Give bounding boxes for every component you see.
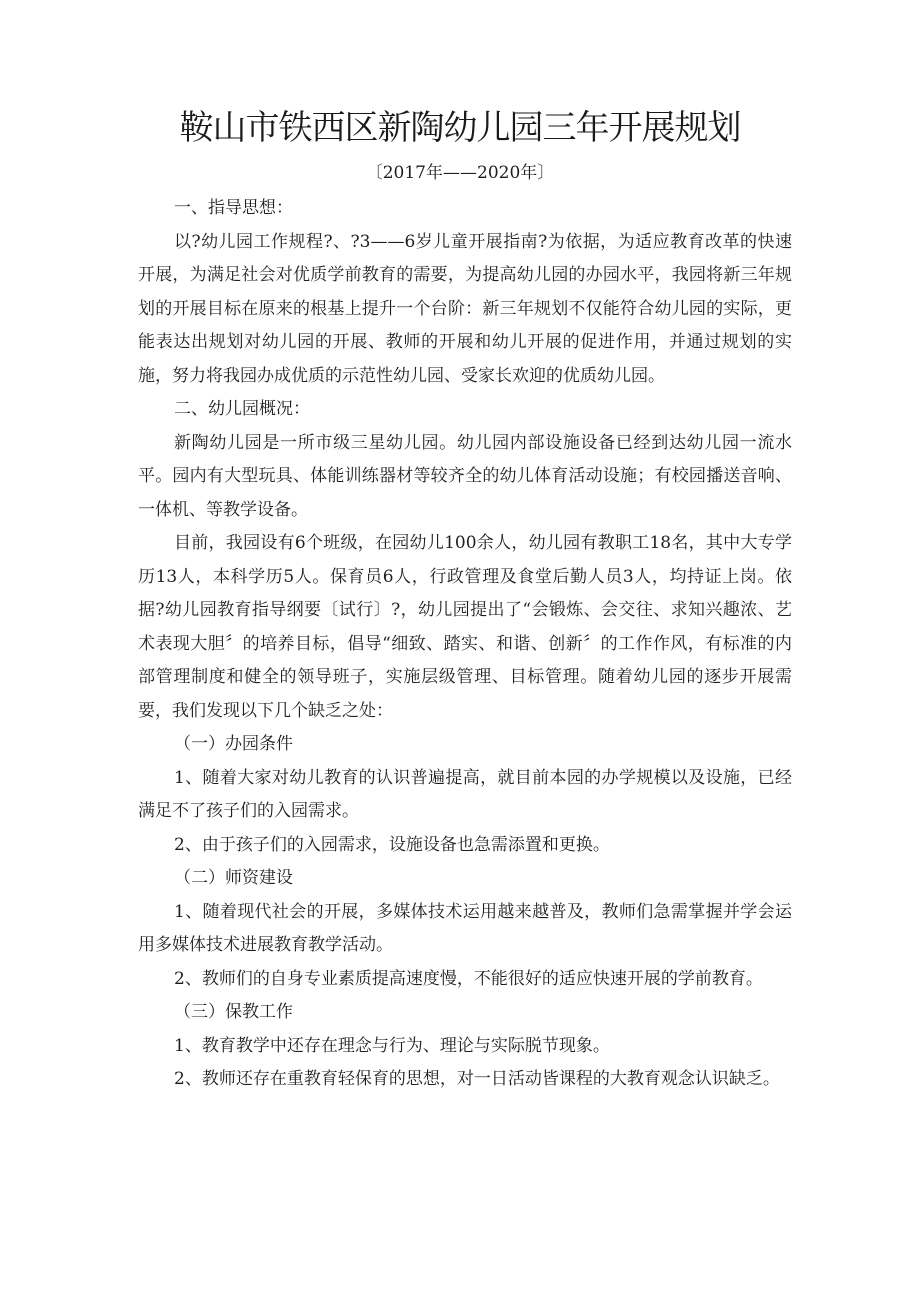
subsection-1-item-1: 1、随着大家对幼儿教育的认识普遍提高，就目前本园的办学规模以及设施，已经满足不了孩子们的入园需求。 <box>138 767 792 821</box>
subsection-1-item-2: 2、由于孩子们的入园需求，设施设备也急需添置和更换。 <box>174 834 610 855</box>
subsection-3-item-2: 2、教师还存在重教育轻保育的思想，对一日活动皆课程的大教育观念认识缺乏。 <box>174 1069 780 1089</box>
section-2-heading: 二、幼儿园概况： <box>174 399 310 419</box>
subsection-1-heading: （一）办园条件 <box>174 734 293 754</box>
document-title: 鞍山市铁西区新陶幼儿园三年开展规划 <box>179 108 741 148</box>
subsection-2-item-1: 1、随着现代社会的开展，多媒体技术运用越来越普及，教师们急需掌握并学会运用多媒体技术进展教育教学活动。 <box>138 901 792 955</box>
document-body <box>138 192 792 1097</box>
subsection-3-item-1: 1、教育教学中还存在理念与行为、理论与实际脱节现象。 <box>174 1035 610 1056</box>
document-subtitle: 〔2017年——2020年〕 <box>365 163 555 183</box>
subsection-3-heading: （三）保教工作 <box>174 1002 293 1022</box>
subsection-2-item-2: 2、教师们的自身专业素质提高速度慢，不能很好的适应快速开展的学前教育。 <box>174 968 763 989</box>
section-2-paragraph-1: 新陶幼儿园是一所市级三星幼儿园。幼儿园内部设施设备已经到达幼儿园一流水平。园内有大型玩具、体能训练器材等较齐全的幼儿体育活动设施；有校园播送音响、一体机、等教学设备。 <box>138 432 792 520</box>
section-1-heading: 一、指导思想： <box>174 198 293 218</box>
section-1-paragraph: 以?幼儿园工作规程?、?3——6岁儿童开展指南?为依据，为适应教育改革的快速开展，为满足社会对优质学前教育的需要，为提高幼儿园的办园水平，我园将新三年规划的开展目标在原来的根基上提升一个台阶：新三年规划不仅能符合幼儿园的实际，更能表达出规划对幼儿园的开展、教师的开展和幼儿开展的促进作用，并通过规划的实施，努力将我园办成优质的示范性幼儿园、受家长欢迎的优质幼儿园。 <box>138 231 792 386</box>
subsection-2-heading: （二）师资建设 <box>174 868 293 888</box>
section-2-paragraph-2: 目前，我园设有6个班级，在园幼儿100余人，幼儿园有教职工18名，其中大专学历13人，本科学历5人。保育员6人，行政管理及食堂后勤人员3人，均持证上岗。依据?幼儿园教育指导纲要〔试行〕?，幼儿园提出了“会锻炼、会交往、求知兴趣浓、艺术表现大胆〞的培养目标，倡导“细致、踏实、和谐、创新〞的工作作风，有标准的内部管理制度和健全的领导班子，实施层级管理、目标管理。随着幼儿园的逐步开展需要，我们发现以下几个缺乏之处： <box>138 533 792 721</box>
